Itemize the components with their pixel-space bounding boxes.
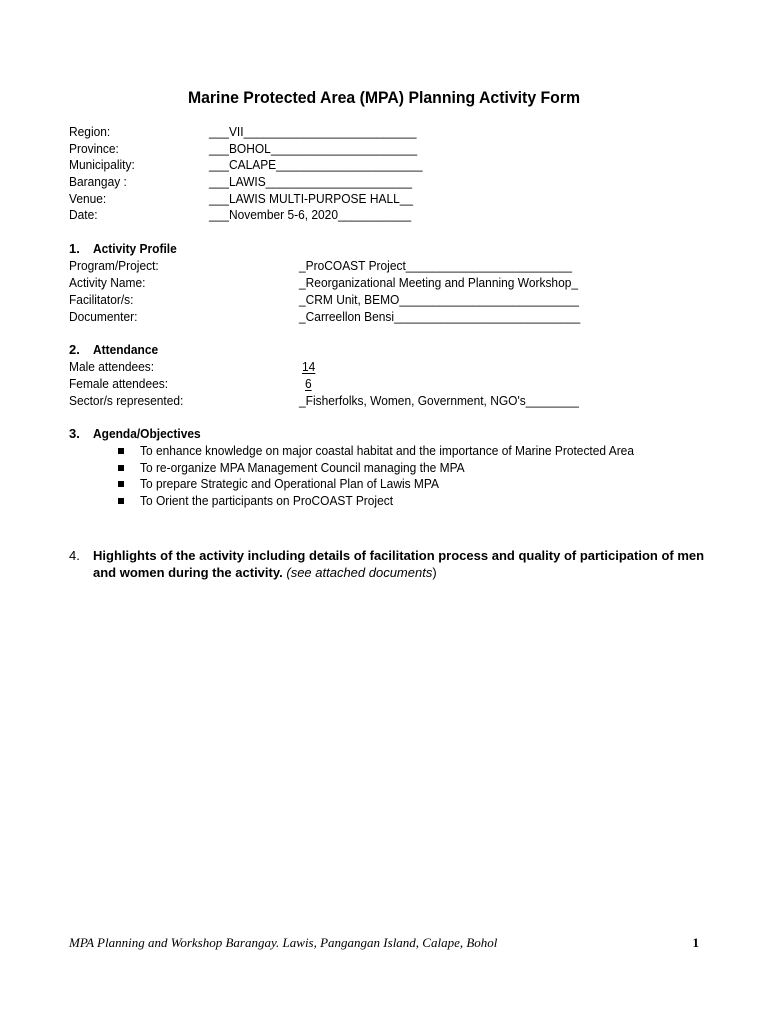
activity-label: Activity Name: — [69, 275, 146, 290]
agenda-item-text: To prepare Strategic and Operational Plan of Lawis MPA — [140, 476, 439, 491]
venue-value: ___LAWIS MULTI-PURPOSE HALL__ — [209, 191, 414, 206]
female-label: Female attendees: — [69, 376, 169, 391]
female-value: 6 — [305, 376, 312, 391]
section-2-heading — [69, 342, 164, 357]
facilitator-label: Facilitator/s: — [69, 292, 134, 307]
section-4-close-paren: ) — [432, 565, 437, 580]
agenda-item-text: To enhance knowledge on major coastal habitat and the importance of Marine Protected Area — [140, 443, 634, 458]
section-3-title: Agenda/Objectives — [93, 426, 201, 441]
province-value: ___BOHOL______________________ — [209, 141, 418, 156]
section-4-bold-text: Highlights of the activity including details of facilitation process and quality of participation of men and women during the activity. — [93, 548, 705, 580]
documenter-value: _Carreellon Bensi____________________________ — [299, 309, 581, 324]
bullet-icon — [118, 493, 127, 502]
male-label: Male attendees: — [69, 359, 155, 374]
section-1-title: Activity Profile — [93, 241, 177, 256]
program-value: _ProCOAST Project_________________________ — [299, 258, 573, 273]
section-2-number: 2. — [69, 342, 80, 357]
region-value: ___VII__________________________ — [209, 124, 417, 139]
venue-label: Venue: — [69, 191, 107, 206]
section-4-number: 4. — [69, 548, 80, 563]
section-2-title: Attendance — [93, 342, 159, 357]
page-number: 1 — [692, 935, 699, 950]
municipality-value: ___CALAPE______________________ — [209, 157, 423, 172]
barangay-value: ___LAWIS______________________ — [209, 174, 413, 189]
date-value: ___November 5-6, 2020___________ — [209, 207, 412, 222]
program-label: Program/Project: — [69, 258, 159, 273]
section-4-italic-text: (see attached documents — [286, 565, 433, 580]
bullet-icon — [118, 476, 127, 485]
sector-label: Sector/s represented: — [69, 393, 184, 408]
section-4-text — [93, 547, 723, 581]
agenda-item — [118, 493, 394, 508]
bullet-icon — [118, 443, 127, 452]
municipality-label: Municipality: — [69, 157, 135, 172]
male-value: 14 — [302, 359, 316, 374]
agenda-item — [118, 460, 465, 475]
section-1-number: 1. — [69, 241, 80, 256]
agenda-item — [118, 476, 439, 491]
date-label: Date: — [69, 207, 98, 222]
agenda-item-text: To Orient the participants on ProCOAST Project — [140, 493, 394, 508]
province-label: Province: — [69, 141, 119, 156]
section-1-heading — [69, 241, 184, 256]
agenda-item — [118, 443, 634, 458]
facilitator-value: _CRM Unit, BEMO___________________________ — [299, 292, 579, 307]
agenda-item-text: To re-organize MPA Management Council managing the MPA — [140, 460, 465, 475]
form-title: Marine Protected Area (MPA) Planning Activity Form — [187, 88, 581, 107]
sector-value: _Fisherfolks, Women, Government, NGO's________ — [299, 393, 579, 408]
section-3-number: 3. — [69, 426, 80, 441]
page-footer — [69, 935, 699, 951]
bullet-icon — [118, 460, 127, 469]
activity-value: _Reorganizational Meeting and Planning Workshop_ — [299, 275, 579, 290]
footer-text: MPA Planning and Workshop Barangay. Lawis, Pangangan Island, Calape, Bohol — [69, 935, 498, 950]
section-3-heading — [69, 426, 210, 441]
documenter-label: Documenter: — [69, 309, 138, 324]
barangay-label: Barangay : — [69, 174, 127, 189]
region-label: Region: — [69, 124, 111, 139]
